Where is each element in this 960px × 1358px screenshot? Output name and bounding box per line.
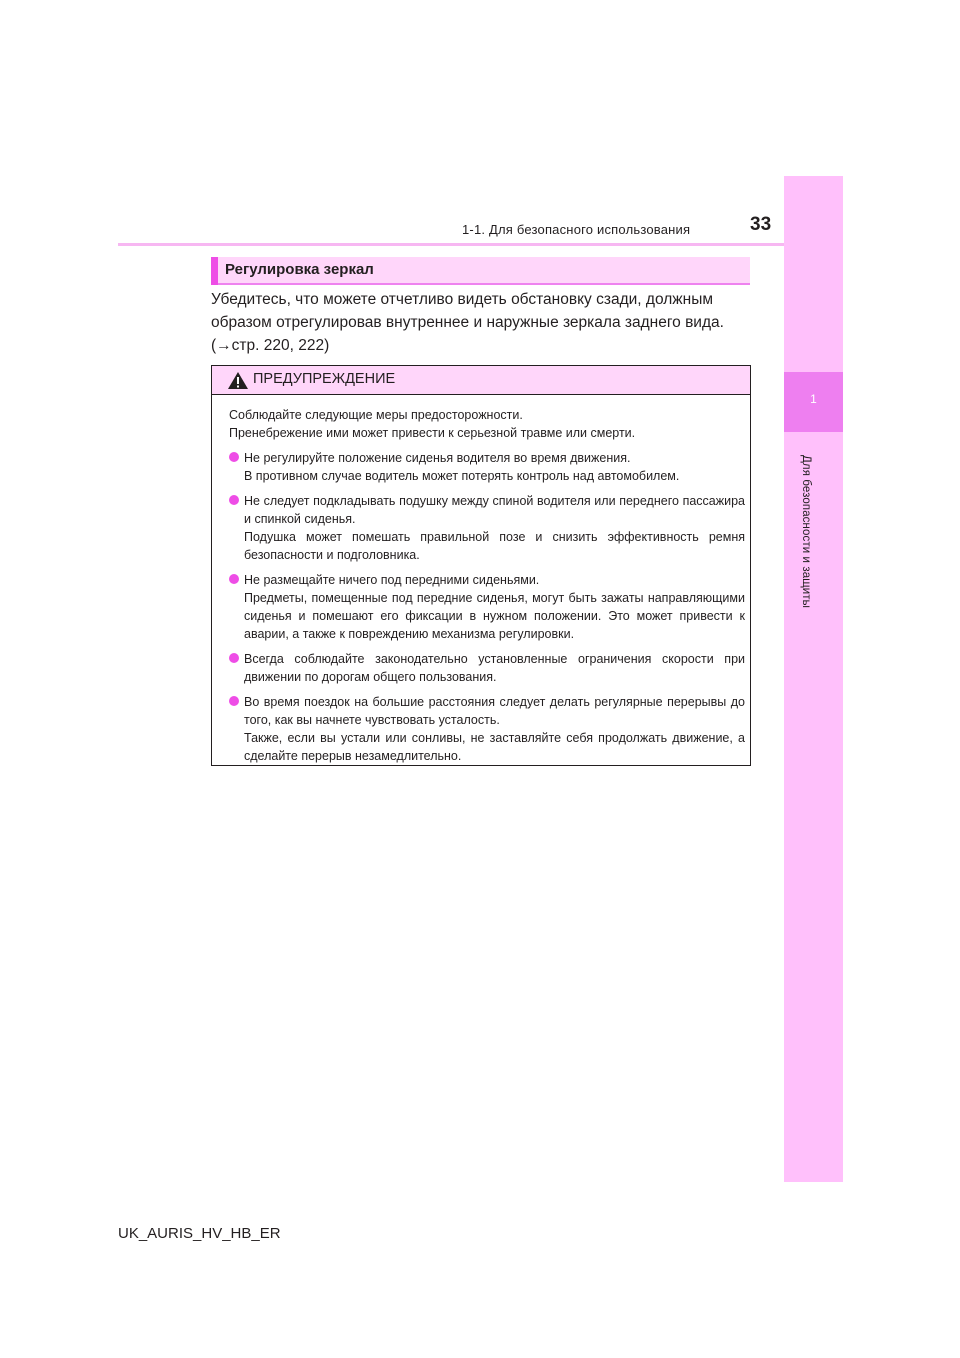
warning-item: [229, 449, 745, 485]
document-code: UK_AURIS_HV_HB_ER: [118, 1225, 281, 1242]
section-heading-marker: [211, 257, 218, 285]
page-number: 33: [750, 214, 772, 235]
bullet-icon: [229, 574, 239, 584]
warning-item: [229, 571, 745, 643]
warning-item-text: Во время поездок на большие расстояния следует делать регулярные перерывы до того, как вы начнете чувствовать усталость.: [244, 695, 745, 727]
warning-item-detail: Подушка может помешать правильной позе и снизить эффективность ремня безопасности и подголовника.: [244, 530, 745, 562]
warning-body: [229, 406, 745, 765]
warning-item-detail: В противном случае водитель может потерять контроль над автомобилем.: [244, 469, 680, 483]
chapter-label: Для безопасности и защиты: [800, 455, 812, 609]
bullet-icon: [229, 696, 239, 706]
warning-triangle-icon: [227, 371, 249, 395]
header-divider: [118, 243, 842, 246]
intro-line: Убедитесь, что можете отчетливо видеть обстановку сзади, должным: [211, 291, 713, 308]
bullet-icon: [229, 653, 239, 663]
chapter-side-tab: [784, 176, 843, 1182]
section-intro: [211, 288, 743, 357]
chapter-number-tab: [784, 372, 843, 432]
warning-item-text: Не следует подкладывать подушку между спиной водителя или переднего пассажира и спинкой сиденья.: [244, 494, 745, 526]
section-title: Регулировка зеркал: [225, 261, 374, 278]
warning-item-detail: Предметы, помещенные под передние сиденья, могут быть зажаты направляющими сиденья и помешают его фиксации в нужном положении. Это может привести к аварии, а также к повреждению механизма регулировки.: [244, 591, 745, 641]
bullet-icon: [229, 495, 239, 505]
warning-title: ПРЕДУПРЕЖДЕНИЕ: [253, 371, 396, 387]
header-section-title: 1-1. Для безопасного использования: [462, 222, 691, 237]
warning-item-text: Не размещайте ничего под передними сиденьями.: [244, 573, 540, 587]
warning-item-text: Не регулируйте положение сиденья водителя во время движения.: [244, 451, 631, 465]
intro-line: (→стр. 220, 222): [211, 337, 330, 354]
warning-intro-line: Соблюдайте следующие меры предосторожности.: [229, 408, 523, 422]
warning-box: [211, 365, 751, 766]
chapter-number: 1: [810, 392, 817, 406]
section-heading: [211, 257, 750, 285]
warning-intro-line: Пренебрежение ими может привести к серьезной травме или смерти.: [229, 426, 636, 440]
warning-header: [212, 366, 750, 395]
bullet-icon: [229, 452, 239, 462]
intro-line: образом отрегулировав внутреннее и наружные зеркала заднего вида.: [211, 314, 724, 331]
warning-item: [229, 492, 745, 564]
warning-item: [229, 693, 745, 765]
warning-item-detail: Также, если вы устали или сонливы, не заставляйте себя продолжать движение, а сделайте перерыв незамедлительно.: [244, 731, 745, 763]
warning-item-text: Всегда соблюдайте законодательно установленные ограничения скорости при движении по дорогам общего пользования.: [244, 652, 745, 684]
warning-item: [229, 650, 745, 686]
